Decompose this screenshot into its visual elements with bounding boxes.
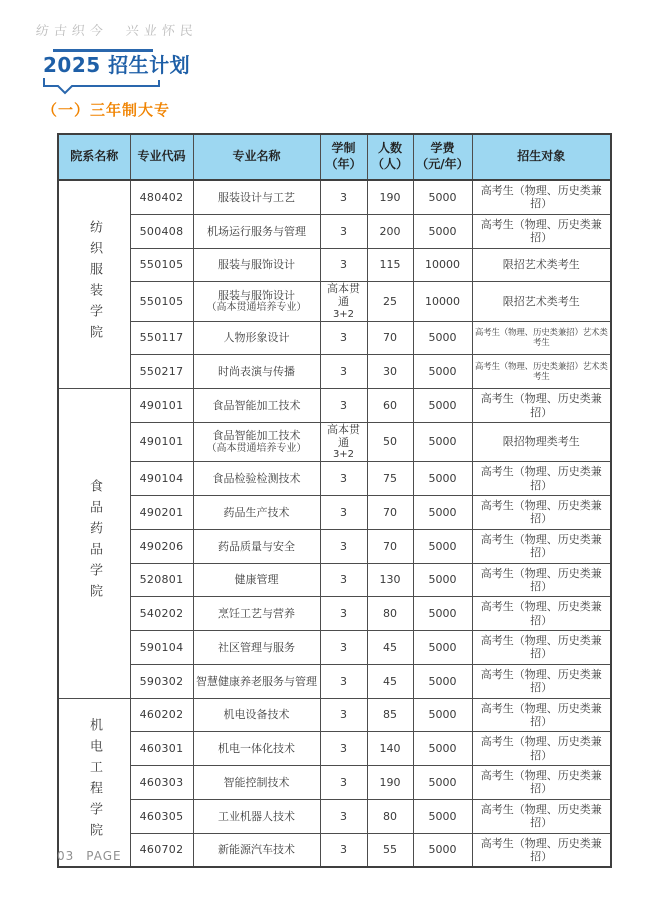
tuition-cell: 5000 [413,422,472,461]
tuition-cell: 5000 [413,389,472,423]
title-underline-decoration [43,78,161,96]
student-count-cell: 85 [367,698,413,732]
target-cell: 限招物理类考生 [472,422,611,461]
col-header-5: 学费 （元/年） [413,134,472,180]
target-cell: 高考生（物理、历史类兼招）艺术类考生 [472,355,611,389]
page-footer [57,849,122,863]
tuition-cell: 5000 [413,462,472,496]
target-cell: 高考生（物理、历史类兼招） [472,496,611,530]
tuition-cell: 5000 [413,766,472,800]
table-row [58,422,611,461]
tuition-cell: 5000 [413,732,472,766]
table-row [58,597,611,631]
table-row [58,833,611,867]
major-code-cell: 540202 [130,597,193,631]
student-count-cell: 55 [367,833,413,867]
tuition-cell: 5000 [413,214,472,248]
major-name-cell: 智能控制技术 [193,766,320,800]
col-header-0: 院系名称 [58,134,130,180]
target-cell: 高考生（物理、历史类兼招） [472,698,611,732]
table-row [58,631,611,665]
major-name-cell: 人物形象设计 [193,321,320,355]
header-row [58,134,611,180]
target-cell: 高考生（物理、历史类兼招） [472,597,611,631]
table-row [58,799,611,833]
major-code-cell: 590104 [130,631,193,665]
target-cell: 高考生（物理、历史类兼招）艺术类考生 [472,321,611,355]
duration-cell: 3 [320,631,367,665]
duration-cell: 3 [320,462,367,496]
tuition-cell: 5000 [413,799,472,833]
student-count-cell: 25 [367,282,413,321]
major-code-cell: 490206 [130,529,193,563]
duration-cell: 3 [320,214,367,248]
table-row [58,462,611,496]
major-name-cell: 食品智能加工技术 （高本贯通培养专业） [193,422,320,461]
tuition-cell: 10000 [413,282,472,321]
footer-label: PAGE [86,849,122,863]
student-count-cell: 60 [367,389,413,423]
major-name-cell: 智慧健康养老服务与管理 [193,664,320,698]
table-row [58,248,611,282]
student-count-cell: 130 [367,563,413,597]
student-count-cell: 75 [367,462,413,496]
duration-cell: 3 [320,563,367,597]
duration-cell: 3 [320,597,367,631]
target-cell: 高考生（物理、历史类兼招） [472,833,611,867]
student-count-cell: 190 [367,766,413,800]
duration-cell: 3 [320,321,367,355]
major-name-cell: 新能源汽车技术 [193,833,320,867]
major-code-cell: 500408 [130,214,193,248]
table-row [58,496,611,530]
student-count-cell: 45 [367,664,413,698]
student-count-cell: 190 [367,180,413,214]
duration-cell: 3 [320,766,367,800]
target-cell: 高考生（物理、历史类兼招） [472,732,611,766]
target-cell: 限招艺术类考生 [472,282,611,321]
department-cell [58,180,130,389]
tuition-cell: 5000 [413,597,472,631]
col-header-1: 专业代码 [130,134,193,180]
major-name-cell: 社区管理与服务 [193,631,320,665]
major-code-cell: 460305 [130,799,193,833]
major-code-cell: 460202 [130,698,193,732]
major-name-cell: 机电设备技术 [193,698,320,732]
duration-cell: 3 [320,355,367,389]
major-name-cell: 工业机器人技术 [193,799,320,833]
tuition-cell: 10000 [413,248,472,282]
tuition-cell: 5000 [413,664,472,698]
duration-cell: 3 [320,833,367,867]
major-name-cell: 服装与服饰设计 [193,248,320,282]
table-row [58,664,611,698]
duration-cell: 高本贯通 3+2 [320,282,367,321]
major-name-cell: 机场运行服务与管理 [193,214,320,248]
target-cell: 高考生（物理、历史类兼招） [472,180,611,214]
target-cell: 高考生（物理、历史类兼招） [472,799,611,833]
major-code-cell: 520801 [130,563,193,597]
calligraphy-slogan: 纺古织今 兴业怀民 [35,24,199,39]
page-title: 2025 招生计划 [43,53,191,77]
major-code-cell: 460303 [130,766,193,800]
major-code-cell: 490104 [130,462,193,496]
major-code-cell: 550105 [130,248,193,282]
department-name: 机电工程学院 [87,717,103,844]
target-cell: 限招艺术类考生 [472,248,611,282]
major-code-cell: 460702 [130,833,193,867]
major-code-cell: 480402 [130,180,193,214]
major-name-cell: 健康管理 [193,563,320,597]
major-code-cell: 490201 [130,496,193,530]
table-row [58,563,611,597]
table-row [58,529,611,563]
major-name-cell: 食品智能加工技术 [193,389,320,423]
major-name-cell: 服装与服饰设计 （高本贯通培养专业） [193,282,320,321]
tuition-cell: 5000 [413,321,472,355]
student-count-cell: 140 [367,732,413,766]
student-count-cell: 80 [367,799,413,833]
duration-cell: 3 [320,496,367,530]
tuition-cell: 5000 [413,833,472,867]
table-header [58,134,611,180]
duration-cell: 3 [320,732,367,766]
col-header-4: 人数 （人） [367,134,413,180]
col-header-2: 专业名称 [193,134,320,180]
target-cell: 高考生（物理、历史类兼招） [472,631,611,665]
target-cell: 高考生（物理、历史类兼招） [472,389,611,423]
major-name-cell: 服装设计与工艺 [193,180,320,214]
major-code-cell: 550105 [130,282,193,321]
duration-cell: 3 [320,389,367,423]
tuition-cell: 5000 [413,631,472,665]
duration-cell: 高本贯通 3+2 [320,422,367,461]
duration-cell: 3 [320,698,367,732]
table-row [58,282,611,321]
major-name-cell: 药品生产技术 [193,496,320,530]
student-count-cell: 50 [367,422,413,461]
tuition-cell: 5000 [413,563,472,597]
student-count-cell: 80 [367,597,413,631]
duration-cell: 3 [320,529,367,563]
major-code-cell: 490101 [130,422,193,461]
major-code-cell: 590302 [130,664,193,698]
student-count-cell: 70 [367,496,413,530]
student-count-cell: 200 [367,214,413,248]
tuition-cell: 5000 [413,529,472,563]
title-top-line [53,49,153,52]
target-cell: 高考生（物理、历史类兼招） [472,529,611,563]
col-header-3: 学制 （年） [320,134,367,180]
table-row [58,732,611,766]
duration-cell: 3 [320,248,367,282]
tuition-cell: 5000 [413,698,472,732]
col-header-6: 招生对象 [472,134,611,180]
department-name: 食品药品学院 [87,478,103,605]
target-cell: 高考生（物理、历史类兼招） [472,664,611,698]
table-row [58,698,611,732]
department-cell [58,389,130,698]
student-count-cell: 70 [367,529,413,563]
table-row [58,766,611,800]
department-name: 纺织服装学院 [87,219,103,346]
target-cell: 高考生（物理、历史类兼招） [472,766,611,800]
target-cell: 高考生（物理、历史类兼招） [472,563,611,597]
major-name-cell: 机电一体化技术 [193,732,320,766]
tuition-cell: 5000 [413,496,472,530]
page-number: 03 [57,849,75,863]
major-code-cell: 550117 [130,321,193,355]
department-cell [58,698,130,867]
table-row [58,180,611,214]
duration-cell: 3 [320,664,367,698]
table-row [58,214,611,248]
target-cell: 高考生（物理、历史类兼招） [472,462,611,496]
tuition-cell: 5000 [413,180,472,214]
student-count-cell: 30 [367,355,413,389]
duration-cell: 3 [320,180,367,214]
target-cell: 高考生（物理、历史类兼招） [472,214,611,248]
major-code-cell: 490101 [130,389,193,423]
tuition-cell: 5000 [413,355,472,389]
major-code-cell: 460301 [130,732,193,766]
table-row [58,355,611,389]
student-count-cell: 45 [367,631,413,665]
major-name-cell: 药品质量与安全 [193,529,320,563]
student-count-cell: 70 [367,321,413,355]
table-row [58,389,611,423]
enrollment-plan-table [57,133,612,868]
table-row [58,321,611,355]
title-block [43,49,190,96]
section-heading: （一）三年制大专 [42,101,171,119]
major-name-cell: 时尚表演与传播 [193,355,320,389]
student-count-cell: 115 [367,248,413,282]
major-name-cell: 食品检验检测技术 [193,462,320,496]
major-name-cell: 烹饪工艺与营养 [193,597,320,631]
major-code-cell: 550217 [130,355,193,389]
table-body [58,180,611,867]
duration-cell: 3 [320,799,367,833]
